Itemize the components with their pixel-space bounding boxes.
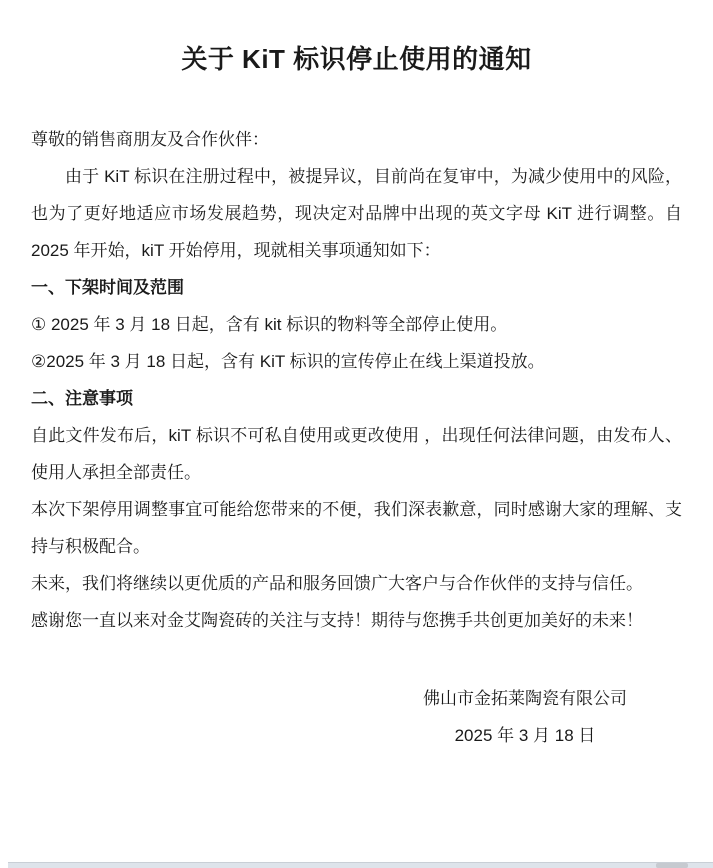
horizontal-scrollbar[interactable] <box>8 862 713 868</box>
section2-paragraph-2: 本次下架停用调整事宜可能给您带来的不便，我们深表歉意，同时感谢大家的理解、支持与积极配合。 <box>31 500 682 556</box>
scrollbar-thumb[interactable] <box>656 863 688 868</box>
section1-heading: 一、下架时间及范围 <box>31 278 184 297</box>
section2-paragraph-1: 自此文件发布后，kiT 标识不可私自使用或更改使用 ，出现任何法律问题，由发布人、使用人承担全部责任。 <box>31 426 682 482</box>
notice-title: 关于 KiT 标识停止使用的通知 <box>181 44 532 74</box>
section2-paragraph-3: 未来，我们将继续以更优质的产品和服务回馈广大客户与合作伙伴的支持与信任。 <box>31 574 643 593</box>
section2-paragraph-4: 感谢您一直以来对金艾陶瓷砖的关注与支持！期待与您携手共创更加美好的未来！ <box>31 611 643 630</box>
document-content <box>31 0 682 754</box>
signature-company: 佛山市金拓莱陶瓷有限公司 <box>423 689 627 708</box>
intro-paragraph: 由于 KiT 标识在注册过程中，被提异议，目前尚在复审中，为减少使用中的风险，也为了更好地适应市场发展趋势，现决定对品牌中出现的英文字母 KiT 进行调整。自 2025 年开始，kiT 开始停用，现就相关事项通知如下： <box>31 167 682 260</box>
section1-item-2: ②2025 年 3 月 18 日起，含有 KiT 标识的宣传停止在线上渠道投放。 <box>31 352 545 371</box>
signature-date: 2025 年 3 月 18 日 <box>454 726 596 745</box>
section1-item-1: ① 2025 年 3 月 18 日起，含有 kit 标识的物料等全部停止使用。 <box>31 315 508 334</box>
salutation: 尊敬的销售商朋友及合作伙伴： <box>31 130 269 149</box>
section2-heading: 二、注意事项 <box>31 389 133 408</box>
signature-block <box>423 680 627 754</box>
